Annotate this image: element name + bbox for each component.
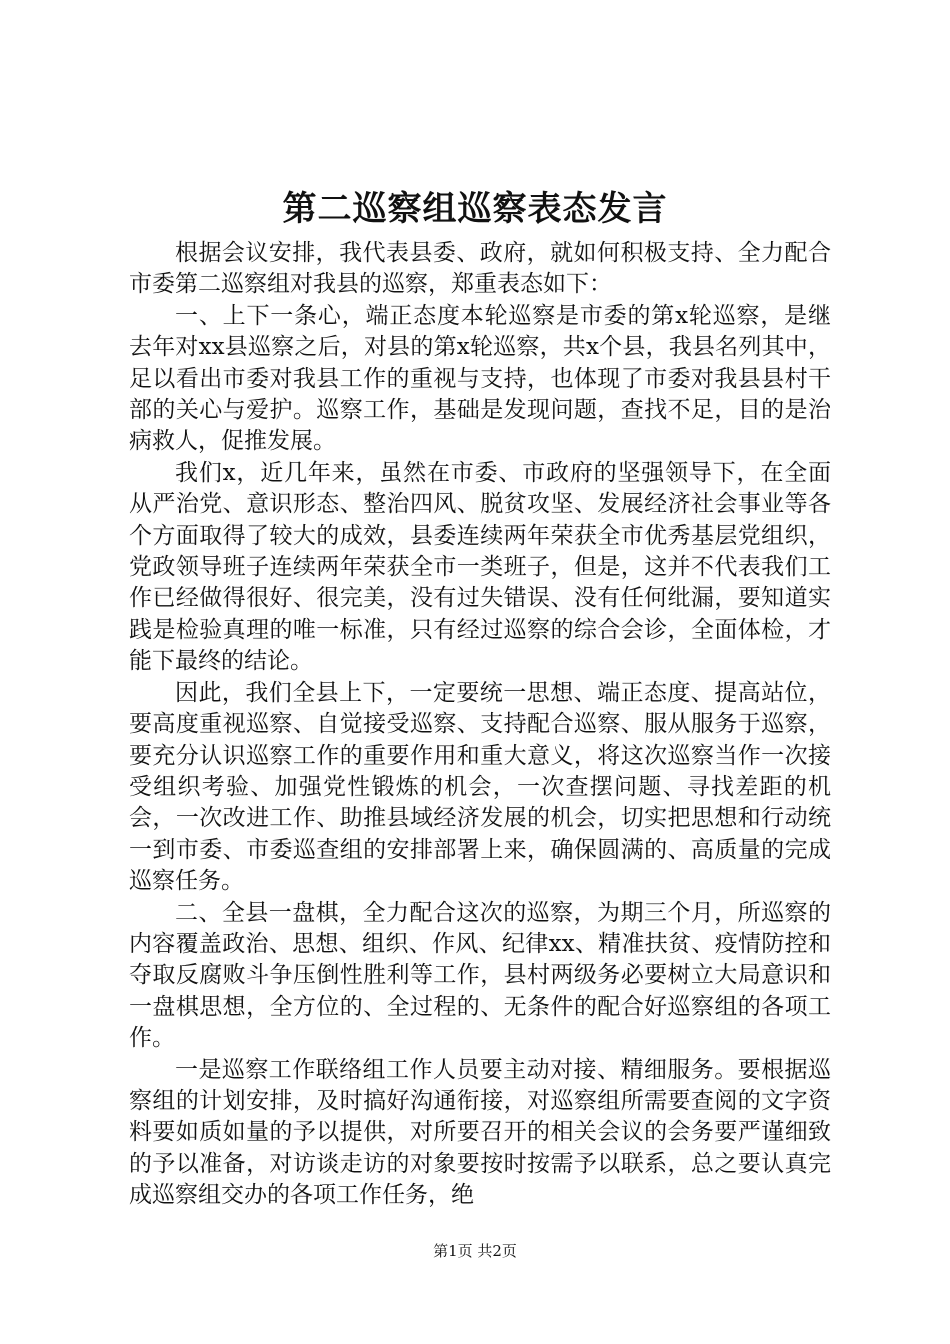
paragraph-section-one: 一、上下一条心，端正态度本轮巡察是市委的第x轮巡察，是继去年对xx县巡察之后，对县的第x轮巡察，共x个县，我县名列其中，足以看出市委对我县工作的重视与支持，也体现了市委对我县县村干部的关心与爱护。巡察工作，基础是发现问题，查找不足，目的是治病救人，促推发展。 — [129, 302, 831, 455]
page-number-footer: 第1页 共2页 — [433, 1242, 517, 1260]
paragraph-therefore: 因此，我们全县上下，一定要统一思想、端正态度、提高站位，要高度重视巡察、自觉接受巡察、支持配合巡察、服从服务于巡察，要充分认识巡察工作的重要作用和重大意义，将这次巡察当作一次接受组织考验、加强党性锻炼的机会，一次查摆问题、寻找差距的机会，一次改进工作、助推县域经济发展的机会，切实把思想和行动统一到市委、市委巡查组的安排部署上来，确保圆满的、高质量的完成巡察任务。 — [129, 679, 831, 895]
paragraph-point-one: 一是巡察工作联络组工作人员要主动对接、精细服务。要根据巡察组的计划安排，及时搞好沟通衔接，对巡察组所需要查阅的文字资料要如质如量的予以提供，对所要召开的相关会议的会务要严谨细致的予以准备，对访谈走访的对象要按时按需予以联系，总之要认真完成巡察组交办的各项工作任务，绝 — [129, 1056, 831, 1209]
document-title: 第二巡察组巡察表态发言 — [282, 189, 668, 229]
document-body — [129, 238, 831, 1212]
paragraph-intro: 根据会议安排，我代表县委、政府，就如何积极支持、全力配合市委第二巡察组对我县的巡察，郑重表态如下： — [129, 240, 831, 298]
paragraph-achievements: 我们x，近几年来，虽然在市委、市政府的坚强领导下，在全面从严治党、意识形态、整治四风、脱贫攻坚、发展经济社会事业等各个方面取得了较大的成效，县委连续两年荣获全市优秀基层党组织，党政领导班子连续两年荣获全市一类班子，但是，这并不代表我们工作已经做得很好、很完美，没有过失错误、没有任何纰漏，要知道实践是检验真理的唯一标准，只有经过巡察的综合会诊，全面体检，才能下最终的结论。 — [129, 459, 831, 675]
paragraph-section-two: 二、全县一盘棋，全力配合这次的巡察，为期三个月，所巡察的内容覆盖政治、思想、组织、作风、纪律xx、精准扶贫、疫情防控和夺取反腐败斗争压倒性胜利等工作，县村两级务必要树立大局意识和一盘棋思想，全方位的、全过程的、无条件的配合好巡察组的各项工作。 — [129, 899, 831, 1052]
